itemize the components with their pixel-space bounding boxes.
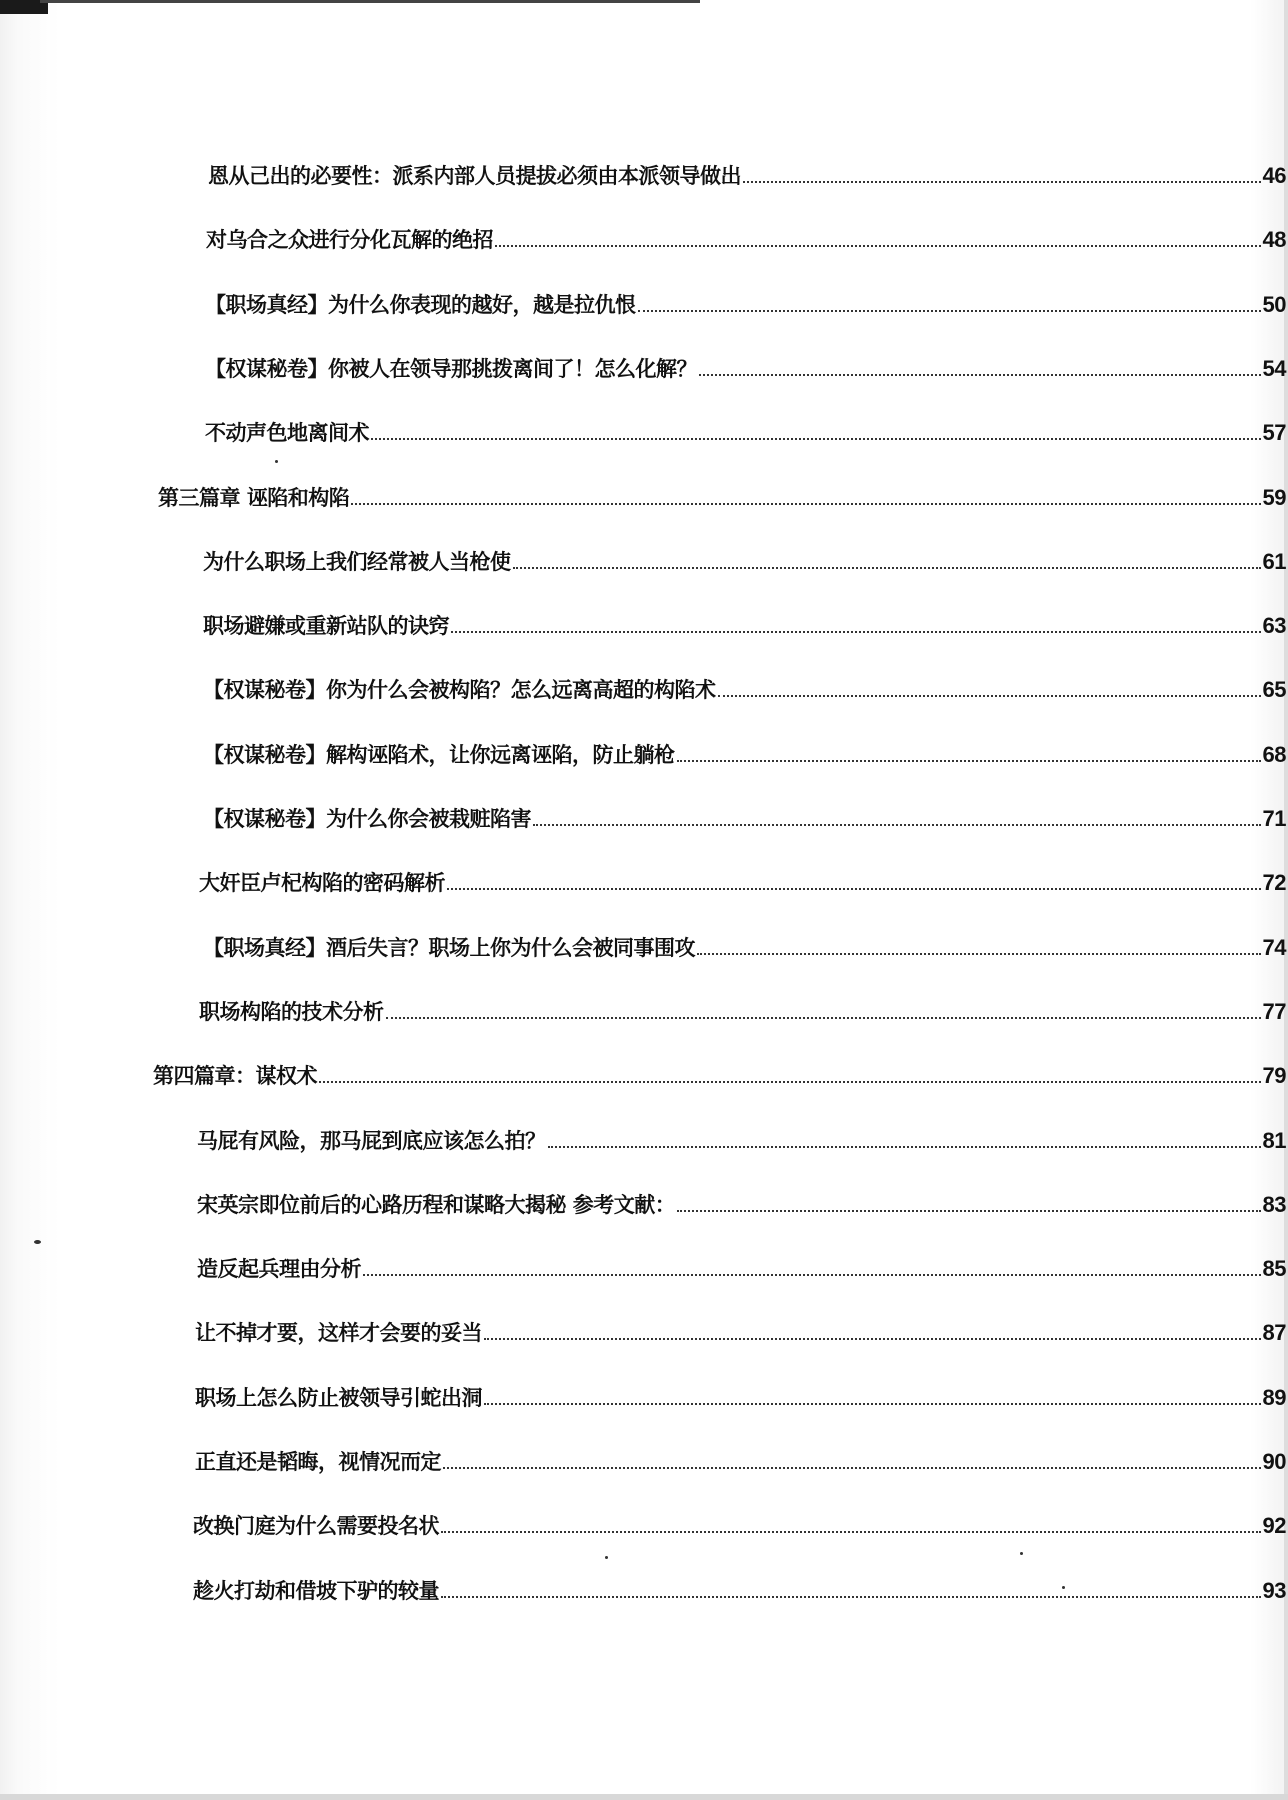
toc-page-number: 93 [1262,1577,1286,1603]
toc-dot-leader [363,1274,1261,1276]
toc-page-number: 72 [1262,870,1286,896]
toc-page-number: 48 [1262,227,1286,253]
toc-page-number: 46 [1262,163,1286,188]
toc-entry[interactable] [199,986,1286,1026]
toc-entry-title: 职场上怎么防止被领导引蛇出洞 [195,1385,482,1410]
toc-dot-leader [386,1017,1261,1019]
toc-entry[interactable] [203,600,1286,640]
toc-entry[interactable] [197,1243,1286,1283]
toc-entry-title: 第四篇章：谋权术 [153,1064,317,1089]
toc-dot-leader [441,1596,1261,1598]
toc-dot-leader [533,824,1261,826]
toc-entry-title: 为什么职场上我们经常被人当枪使 [203,549,511,574]
toc-entry-title: 【权谋秘卷】为什么你会被栽赃陷害 [203,807,531,831]
toc-entry-title: 恩从己出的必要性：派系内部人员提拔必须由本派领导做出 [208,164,741,188]
toc-entry[interactable] [203,664,1286,704]
toc-page-number: 54 [1262,355,1286,381]
toc-entry[interactable] [193,1565,1286,1605]
toc-entry[interactable] [193,1500,1286,1540]
toc-page-number: 57 [1262,420,1286,446]
toc-entry-title: 不动声色地离间术 [205,421,369,446]
toc-entry[interactable] [205,343,1286,383]
toc-entry-title: 【职场真经】为什么你表现的越好，越是拉仇恨 [205,292,636,317]
toc-entry-title: 对乌合之众进行分化瓦解的绝招 [206,228,493,253]
toc-dot-leader [718,695,1261,697]
toc-page-number: 77 [1262,998,1286,1024]
toc-page-number: 65 [1262,677,1286,703]
toc-entry-title: 趁火打劫和借坡下驴的较量 [193,1578,439,1603]
toc-page-number: 50 [1262,291,1286,317]
toc-chapter-entry[interactable] [158,472,1286,512]
toc-entry[interactable] [205,407,1286,447]
toc-entry-title: 【权谋秘卷】你为什么会被构陷？怎么远离高超的构陷术 [203,678,716,703]
toc-entry-title: 马屁有风险，那马屁到底应该怎么拍？ [197,1128,546,1153]
toc-page-number: 87 [1262,1320,1286,1346]
toc-dot-leader [677,760,1261,762]
toc-dot-leader [441,1531,1261,1533]
toc-dot-leader [513,567,1261,569]
toc-entry-title: 【权谋秘卷】你被人在领导那挑拨离间了！怎么化解？ [205,356,697,381]
toc-entry[interactable] [197,1179,1286,1219]
toc-entry-title: 【职场真经】酒后失言？职场上你为什么会被同事围攻 [203,935,695,960]
toc-dot-leader [484,1403,1261,1405]
toc-page-number: 81 [1262,1127,1286,1153]
toc-page-number: 85 [1262,1256,1286,1282]
toc-page-number: 61 [1262,548,1286,574]
toc-dot-leader [319,1081,1261,1083]
toc-dot-leader [451,631,1261,633]
toc-entry-title: 职场构陷的技术分析 [199,999,384,1024]
toc-entry[interactable] [205,279,1286,319]
toc-entry-title: 职场避嫌或重新站队的诀窍 [203,614,449,639]
toc-dot-leader [677,1210,1260,1212]
toc-entry-title: 让不掉才要，这样才会要的妥当 [195,1321,482,1346]
toc-page-number: 71 [1262,806,1286,831]
toc-entry[interactable] [203,922,1286,962]
toc-page-number: 63 [1262,613,1286,639]
toc-chapter-entry[interactable] [153,1050,1286,1090]
toc-entry-title: 造反起兵理由分析 [197,1257,361,1282]
toc-page-number: 89 [1262,1384,1286,1410]
toc-entry[interactable] [197,1115,1286,1155]
toc-dot-leader [443,1467,1261,1469]
toc-dot-leader [447,888,1261,890]
toc-entry[interactable] [203,729,1286,769]
toc-dot-leader [371,438,1261,440]
toc-entry[interactable] [206,214,1286,254]
toc-dot-leader [697,953,1261,955]
toc-dot-leader [484,1338,1261,1340]
toc-entry[interactable] [203,793,1286,833]
toc-page-number: 74 [1262,934,1286,960]
toc-page-number: 90 [1262,1449,1286,1474]
toc-entry-title: 正直还是韬晦，视情况而定 [195,1450,441,1474]
toc-dot-leader [495,245,1261,247]
toc-entry[interactable] [199,857,1286,897]
toc-page-number: 79 [1262,1063,1286,1089]
toc-entry-title: 【权谋秘卷】解构诬陷术，让你远离诬陷，防止躺枪 [203,742,675,767]
toc-page-number: 68 [1262,741,1286,767]
toc-entry[interactable] [195,1372,1286,1412]
toc-page-number: 83 [1262,1191,1286,1217]
toc-dot-leader [548,1146,1261,1148]
toc-entry[interactable] [195,1436,1286,1476]
toc-dot-leader [699,374,1261,376]
toc-dot-leader [743,181,1261,183]
toc-entry[interactable] [195,1307,1286,1347]
toc-entry-title: 大奸臣卢杞构陷的密码解析 [199,871,445,896]
toc-dot-leader [638,310,1261,312]
toc-entry-title: 第三篇章 诬陷和构陷 [158,485,350,510]
toc-entry[interactable] [203,536,1286,576]
toc-dot-leader [351,503,1260,505]
toc-entry-title: 宋英宗即位前后的心路历程和谋略大揭秘 参考文献： [197,1192,676,1217]
toc-page-number: 92 [1262,1513,1286,1539]
toc-page-number: 59 [1262,484,1286,510]
toc-entry[interactable] [208,150,1286,190]
toc-entry-title: 改换门庭为什么需要投名状 [193,1514,439,1539]
